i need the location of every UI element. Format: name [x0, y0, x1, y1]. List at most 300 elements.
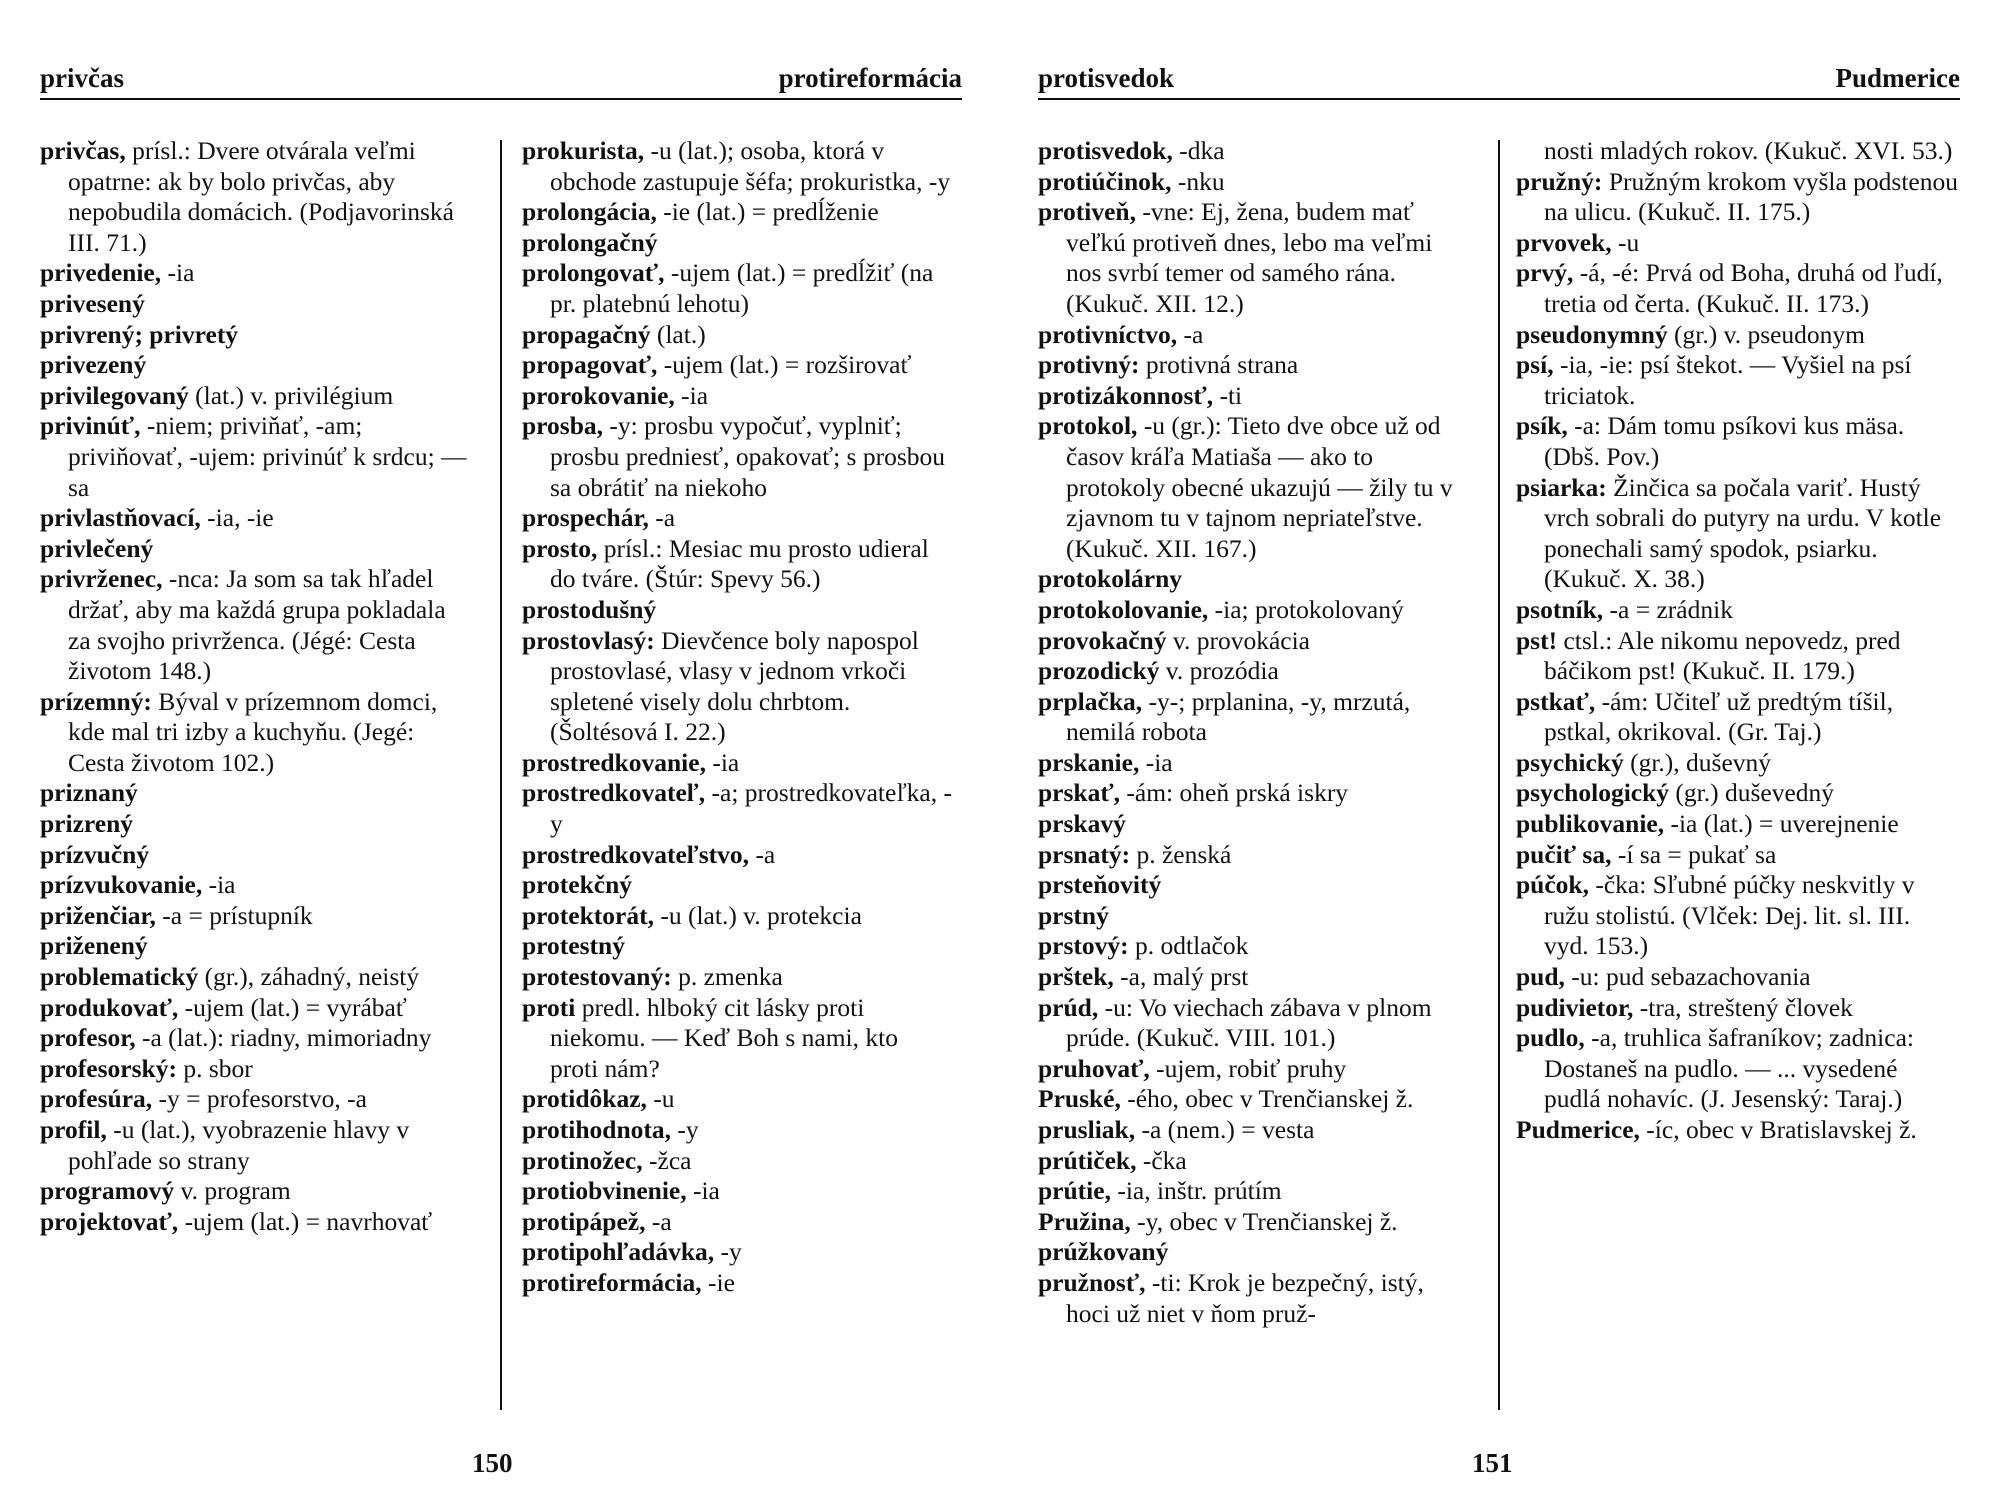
- entry-definition: -ia; protokolovaný: [1208, 594, 1404, 624]
- entry-headword: protivný:: [1038, 350, 1140, 380]
- dictionary-entry: [40, 503, 470, 534]
- entry-headword: prokurista,: [522, 136, 645, 165]
- entry-definition: -y, obec v Trenčianskej ž.: [1130, 1206, 1398, 1236]
- entry-definition: -ia: [161, 258, 195, 288]
- entry-definition: -ia (lat.) = uverejnenie: [1664, 809, 1899, 839]
- dictionary-entry: [522, 778, 952, 839]
- dictionary-entry: [1038, 1237, 1468, 1268]
- entry-headword: prozodický: [1038, 656, 1160, 686]
- dictionary-entry: [522, 1207, 952, 1238]
- entry-headword: protireformácia,: [522, 1267, 702, 1297]
- entry-definition: -ie (lat.) = predĺženie: [656, 197, 879, 227]
- entry-headword: prolongácia,: [522, 197, 657, 227]
- entry-headword: propagačný: [522, 319, 651, 349]
- entry-headword: prútiček,: [1038, 1145, 1137, 1175]
- entry-headword: protokolovanie,: [1038, 594, 1209, 624]
- dictionary-entry: [522, 228, 952, 259]
- dictionary-entry: [1516, 626, 1960, 687]
- entry-definition: -y = profesorstvo, -a: [152, 1084, 367, 1114]
- dictionary-entry: [522, 136, 952, 197]
- entry-headword: pstkať,: [1516, 686, 1596, 716]
- entry-headword: protektorát,: [522, 900, 654, 930]
- page-number: 150: [472, 1448, 513, 1478]
- entry-headword: protiúčinok,: [1038, 166, 1172, 196]
- entry-headword: prosto,: [522, 533, 598, 563]
- entry-headword: propagovať,: [522, 350, 658, 380]
- header-left-word: privčas: [40, 63, 124, 93]
- dictionary-entry: [1038, 809, 1468, 840]
- dictionary-entry: [40, 1054, 470, 1085]
- entry-headword: privlastňovací,: [40, 503, 201, 533]
- dictionary-entry: [1516, 411, 1960, 472]
- entry-definition: -u (lat.) v. protekcia: [653, 900, 862, 930]
- entry-headword: púčok,: [1516, 870, 1589, 900]
- dictionary-entry: [40, 411, 470, 503]
- dictionary-entry: [522, 1176, 952, 1207]
- entry-definition: -a = zrádnik: [1603, 594, 1733, 624]
- column-1: [40, 136, 470, 1237]
- dictionary-entry: [40, 1207, 470, 1238]
- dictionary-entry: [1516, 228, 1960, 259]
- dictionary-entry: [40, 778, 470, 809]
- entry-headword: prizrený: [40, 809, 134, 839]
- dictionary-entry: [1038, 962, 1468, 993]
- entry-headword: provokačný: [1038, 625, 1167, 655]
- entry-definition: -žca: [642, 1145, 692, 1175]
- entry-headword: prskanie,: [1038, 747, 1140, 777]
- entry-headword: protihodnota,: [522, 1115, 672, 1144]
- entry-headword: priženčiar,: [40, 900, 156, 930]
- entry-headword: programový: [40, 1176, 175, 1206]
- entry-definition: -nku: [1171, 166, 1225, 196]
- dictionary-entry: [1516, 778, 1960, 809]
- entry-definition: v. prozódia: [1159, 656, 1279, 686]
- dictionary-entry: [1038, 1054, 1468, 1085]
- entry-definition: (gr.) v. pseudonym: [1667, 319, 1866, 349]
- dictionary-entry: [522, 840, 952, 871]
- entry-headword: prvovek,: [1516, 227, 1612, 257]
- entry-headword: privrženec,: [40, 564, 163, 594]
- entry-definition: -čka: Sľubné púčky neskvitly v ružu stolistú. (Vlček: Dej. lit. sl. III. vyd. 153.): [1544, 870, 1915, 961]
- dictionary-entry: [522, 1237, 952, 1268]
- entry-definition: p. zmenka: [671, 962, 783, 992]
- entry-definition: -u (lat.); osoba, ktorá v obchode zastupuje šéfa; prokuristka, -y: [550, 136, 951, 196]
- entry-headword: privinúť,: [40, 411, 141, 441]
- header-right-word: Pudmerice: [1835, 63, 1960, 93]
- dictionary-entry: [522, 901, 952, 932]
- entry-headword: Pruské,: [1038, 1084, 1121, 1114]
- entry-definition: -ie: [701, 1267, 735, 1297]
- dictionary-entry: [1038, 626, 1468, 657]
- page-number: 151: [1472, 1448, 1513, 1478]
- entry-definition: (gr.), duševný: [1623, 747, 1772, 777]
- entry-headword: psík,: [1516, 411, 1568, 441]
- dictionary-entry: [522, 534, 952, 595]
- entry-definition: -ám: Učiteľ už predtým tíšil, pstkal, okrikoval. (Gr. Taj.): [1544, 686, 1894, 747]
- entry-headword: profil,: [40, 1115, 107, 1144]
- entry-headword: prostodušný: [522, 594, 657, 624]
- entry-definition: v. provokácia: [1166, 625, 1310, 655]
- entry-definition: -ti: Krok je bezpečný, istý, hoci už niet v ňom pruž-: [1066, 1267, 1424, 1328]
- dictionary-entry: [40, 258, 470, 289]
- dictionary-entry: [1516, 748, 1960, 779]
- dictionary-entry: [1516, 320, 1960, 351]
- dictionary-entry: [40, 809, 470, 840]
- entry-definition: -íc, obec v Bratislavskej ž.: [1639, 1115, 1917, 1144]
- entry-definition: -u (lat.), vyobrazenie hlavy v pohľade so strany: [68, 1115, 410, 1175]
- dictionary-entry: [1038, 320, 1468, 351]
- entry-headword: Pudmerice,: [1516, 1115, 1640, 1144]
- entry-headword: prplačka,: [1038, 686, 1143, 716]
- dictionary-entry: [1038, 931, 1468, 962]
- dictionary-entry: [40, 564, 470, 686]
- dictionary-entry: [40, 350, 470, 381]
- dictionary-entry: [40, 534, 470, 565]
- entry-definition: Žinčica sa počala variť. Hustý vrch sobrali do putyry na urdu. V kotle ponechali samý spodok, psiarku. (Kukuč. X. 38.): [1544, 472, 1942, 594]
- entry-definition: v. program: [174, 1176, 291, 1206]
- entry-headword: prostovlasý:: [522, 625, 655, 655]
- entry-headword: prízemný:: [40, 686, 152, 716]
- entry-definition: -a: [648, 503, 676, 533]
- column-1: [1038, 136, 1468, 1329]
- dictionary-entry: [1038, 1084, 1468, 1115]
- running-header: [1038, 58, 1960, 100]
- entry-definition: Pružným krokom vyšla podstenou na ulicu. (Kukuč. II. 175.): [1544, 166, 1958, 227]
- entry-headword: priznaný: [40, 778, 138, 808]
- dictionary-entry: [522, 197, 952, 228]
- dictionary-entry: [522, 1115, 952, 1146]
- entry-headword: psí,: [1516, 350, 1554, 380]
- entry-definition: -y: [714, 1237, 742, 1267]
- dictionary-entry: [1516, 809, 1960, 840]
- dictionary-entry: [40, 1176, 470, 1207]
- entry-definition: -a: [749, 839, 776, 869]
- entry-definition: -ám: oheň prská iskry: [1120, 778, 1349, 808]
- entry-headword: psychický: [1516, 747, 1624, 777]
- entry-definition: (gr.) duševedný: [1669, 778, 1835, 808]
- entry-headword: pst!: [1516, 625, 1558, 655]
- entry-headword: profesorský:: [40, 1053, 177, 1083]
- entry-definition: -ujem (lat.) = navrhovať: [178, 1206, 433, 1236]
- entry-definition: -ia: [686, 1176, 720, 1206]
- entry-definition: -ujem (lat.) = predĺžiť (na pr. platebnú lehotu): [550, 258, 934, 318]
- running-header: [40, 58, 962, 100]
- entry-headword: prostredkovateľ,: [522, 778, 706, 808]
- entry-headword: protokol,: [1038, 411, 1138, 441]
- dictionary-entry: [1038, 901, 1468, 932]
- entry-definition: -y: [671, 1115, 699, 1144]
- entry-headword: produkovať,: [40, 992, 179, 1022]
- dictionary-entry: [1038, 595, 1468, 626]
- entry-headword: protestovaný:: [522, 962, 672, 992]
- dictionary-entry: [40, 136, 470, 258]
- entry-definition: -u: [646, 1084, 675, 1114]
- entry-definition: predl. hlboký cit lásky proti niekomu. — Keď Boh s nami, kto proti nám?: [550, 992, 898, 1083]
- entry-definition: -u (gr.): Tieto dve obce už od časov kráľa Matiaša — ako to protokoly obecné ukazujú — žily tu v zjavnom tu v tajnom nepriateľstve. (Kukuč. XII. 167.): [1066, 411, 1453, 563]
- dictionary-entry: [1038, 840, 1468, 871]
- dictionary-entry: [40, 320, 470, 351]
- dictionary-entry: [1038, 381, 1468, 412]
- entry-headword: privedenie,: [40, 258, 162, 288]
- dictionary-entry: [40, 931, 470, 962]
- dictionary-entry: [1038, 778, 1468, 809]
- dictionary-entry: [1516, 167, 1960, 228]
- entry-headword: protinožec,: [522, 1145, 643, 1175]
- entry-definition: -ia, -ie: psí štekot. — Vyšiel na psí triciatok.: [1544, 350, 1912, 410]
- entry-definition: -ujem (lat.) = rozširovať: [657, 350, 912, 380]
- dictionary-entry: [40, 289, 470, 320]
- entry-headword: prútie,: [1038, 1176, 1111, 1206]
- dictionary-entry: [1038, 1115, 1468, 1146]
- entry-headword: psiarka:: [1516, 472, 1607, 502]
- right-page: [998, 0, 1996, 1500]
- entry-definition: -y: prosbu vypočuť, vyplniť; prosbu predniesť, opakovať; s prosbou sa obrátiť na niekoho: [550, 411, 946, 502]
- dictionary-entry: [522, 320, 952, 351]
- dictionary-entry: [1516, 595, 1960, 626]
- dictionary-entry: [522, 1084, 952, 1115]
- entry-headword: prolongovať,: [522, 258, 665, 288]
- entry-headword: privezený: [40, 350, 147, 380]
- entry-headword: psotník,: [1516, 594, 1604, 624]
- entry-headword: protipohľadávka,: [522, 1237, 715, 1267]
- entry-headword: prusliak,: [1038, 1115, 1136, 1144]
- entry-headword: profesor,: [40, 1023, 136, 1053]
- entry-headword: proti: [522, 992, 576, 1022]
- dictionary-entry: [1038, 656, 1468, 687]
- dictionary-entry: [522, 350, 952, 381]
- entry-definition: -a (nem.) = vesta: [1135, 1115, 1315, 1144]
- entry-definition: -ujem (lat.) = vyrábať: [178, 992, 407, 1022]
- entry-headword: pseudonymný: [1516, 319, 1668, 349]
- dictionary-entry: [1038, 1268, 1468, 1329]
- entry-definition: -á, -é: Prvá od Boha, druhá od ľudí, tretia od čerta. (Kukuč. II. 173.): [1544, 258, 1943, 318]
- entry-headword: prstný: [1038, 900, 1109, 930]
- entry-headword: privčas,: [40, 136, 126, 165]
- entry-headword: prospechár,: [522, 503, 649, 533]
- entry-headword: priženený: [40, 931, 148, 961]
- dictionary-entry: [1516, 1115, 1960, 1146]
- dictionary-entry: [522, 962, 952, 993]
- dictionary-entry: [522, 931, 952, 962]
- dictionary-entry: [40, 962, 470, 993]
- entry-headword: profesúra,: [40, 1084, 153, 1114]
- dictionary-entry: [1038, 1146, 1468, 1177]
- dictionary-entry: [1516, 350, 1960, 411]
- column-divider: [1498, 140, 1500, 1410]
- entry-headword: pruhovať,: [1038, 1053, 1150, 1083]
- entry-definition: -ia: [202, 870, 236, 900]
- entry-headword: prúd,: [1038, 992, 1099, 1022]
- entry-definition: p. odtlačok: [1128, 931, 1249, 961]
- dictionary-entry: [1038, 167, 1468, 198]
- dictionary-entry: [1516, 473, 1960, 595]
- entry-definition: -ia: [674, 380, 709, 410]
- dictionary-entry: [1038, 687, 1468, 748]
- entry-headword: Pružina,: [1038, 1206, 1131, 1236]
- entry-headword: protivníctvo,: [1038, 319, 1178, 349]
- dictionary-entry: [40, 993, 470, 1024]
- dictionary-entry: [522, 258, 952, 319]
- entry-definition: (lat.) v. privilégium: [188, 380, 394, 410]
- column-2: [1516, 136, 1960, 1146]
- entry-headword: prsnatý:: [1038, 839, 1131, 869]
- entry-definition: -a: Dám tomu psíkovi kus mäsa. (Dbš. Pov.): [1544, 411, 1905, 471]
- entry-definition: -ia, -ie: [200, 503, 274, 533]
- entry-definition: prísl.: Mesiac mu prosto udieral do tváre. (Štúr: Spevy 56.): [550, 533, 929, 594]
- entry-definition: -a = prístupník: [155, 900, 313, 930]
- dictionary-entry: [40, 381, 470, 412]
- dictionary-entry: [40, 870, 470, 901]
- dictionary-entry: [1516, 993, 1960, 1024]
- dictionary-entry: [1038, 136, 1468, 167]
- entry-headword: prsteňovitý: [1038, 870, 1162, 900]
- entry-definition: -u: [1611, 227, 1640, 257]
- entry-headword: prízvukovanie,: [40, 870, 203, 900]
- entry-definition: Dievčence boly napospol prostovlasé, vlasy v jednom vrkoči spletené visely dolu chrbtom. (Šoltésová I. 22.): [550, 625, 919, 747]
- entry-headword: protizákonnosť,: [1038, 380, 1214, 410]
- entry-headword: protiveň,: [1038, 197, 1136, 227]
- dictionary-entry: [522, 595, 952, 626]
- dictionary-entry: [522, 411, 952, 503]
- entry-definition: -y-; prplanina, -y, mrzutá, nemilá robota: [1066, 686, 1411, 747]
- entry-definition: -a (lat.): riadny, mimoriadny: [135, 1023, 432, 1053]
- entry-headword: protestný: [522, 931, 625, 961]
- header-left-word: protisvedok: [1038, 63, 1175, 93]
- entry-headword: publikovanie,: [1516, 809, 1665, 839]
- entry-definition: -a, malý prst: [1113, 962, 1249, 992]
- dictionary-entry: [522, 1268, 952, 1299]
- dictionary-entry: [1516, 687, 1960, 748]
- entry-definition: prísl.: Dvere otvárala veľmi opatrne: ak by bolo privčas, aby nepobudila domácich. (Podjavorinská III. 71.): [68, 136, 454, 257]
- dictionary-entry: [1038, 411, 1468, 564]
- entry-definition: Býval v prízemnom domci, kde mal tri izby a kuchyňu. (Jegé: Cesta životom 102.): [68, 686, 438, 777]
- dictionary-entry: [1516, 870, 1960, 962]
- column-2: [522, 136, 952, 1299]
- entry-headword: pudlo,: [1516, 1023, 1585, 1053]
- entry-definition: -čka: [1136, 1145, 1187, 1175]
- entry-headword: psychologický: [1516, 778, 1670, 808]
- entry-headword: privlečený: [40, 533, 154, 563]
- dictionary-entry: [522, 1146, 952, 1177]
- entry-headword: prskavý: [1038, 809, 1126, 839]
- entry-definition: -ujem, robiť pruhy: [1149, 1053, 1347, 1083]
- dictionary-entry: [1516, 1023, 1960, 1115]
- entry-headword: projektovať,: [40, 1206, 179, 1236]
- entry-definition: -u: Vo viechach zábava v plnom prúde. (Kukuč. VIII. 101.): [1066, 992, 1432, 1053]
- dictionary-entry: [522, 381, 952, 412]
- header-right-word: protireformácia: [778, 63, 962, 93]
- entry-definition: -ia: [1139, 747, 1173, 777]
- entry-definition: -ia, inštr. prútím: [1110, 1176, 1282, 1206]
- dictionary-entry: [522, 748, 952, 779]
- entry-headword: prskať,: [1038, 778, 1121, 808]
- entry-definition: -ia: [705, 747, 740, 777]
- dictionary-entry: [1038, 993, 1468, 1054]
- entry-definition: -vne: Ej, žena, budem mať veľkú protiveň dnes, lebo ma veľmi nos svrbí temer od samého rána. (Kukuč. XII. 12.): [1066, 197, 1433, 318]
- dictionary-entry: [40, 840, 470, 871]
- dictionary-entry: [1038, 1176, 1468, 1207]
- entry-headword: protisvedok,: [1038, 136, 1173, 165]
- entry-headword: prízvučný: [40, 839, 150, 869]
- entry-headword: pudivietor,: [1516, 992, 1634, 1022]
- entry-definition: -a: [1177, 319, 1204, 349]
- entry-headword: protiobvinenie,: [522, 1176, 687, 1206]
- entry-headword: privesený: [40, 288, 145, 318]
- entry-headword: problematický: [40, 962, 199, 992]
- entry-definition: -ého, obec v Trenčianskej ž.: [1120, 1084, 1414, 1114]
- dictionary-entry: [1038, 748, 1468, 779]
- entry-headword: prostredkovateľstvo,: [522, 839, 750, 869]
- dictionary-entry: [1516, 136, 1960, 167]
- entry-definition: (gr.), záhadný, neistý: [198, 962, 420, 992]
- entry-definition: p. sbor: [176, 1053, 253, 1083]
- entry-headword: pučiť sa,: [1516, 839, 1612, 869]
- entry-definition: p. ženská: [1130, 839, 1232, 869]
- dictionary-entry: [1038, 1207, 1468, 1238]
- entry-headword: pud,: [1516, 962, 1565, 992]
- dictionary-entry: [40, 901, 470, 932]
- entry-headword: prštek,: [1038, 962, 1114, 992]
- entry-headword: protokolárny: [1038, 564, 1183, 594]
- entry-headword: pružný:: [1516, 166, 1603, 196]
- dictionary-entry: [1516, 962, 1960, 993]
- dictionary-entry: [40, 687, 470, 779]
- entry-headword: prorokovanie,: [522, 380, 675, 410]
- dictionary-entry: [1516, 840, 1960, 871]
- entry-definition: -niem; priviňať, -am; priviňovať, -ujem: privinúť k srdcu; — sa: [68, 411, 467, 502]
- entry-headword: prostredkovanie,: [522, 747, 706, 777]
- entry-headword: prvý,: [1516, 258, 1574, 288]
- entry-headword: prúžkovaný: [1038, 1237, 1169, 1267]
- entry-headword: privilegovaný: [40, 380, 189, 410]
- entry-headword: protipápež,: [522, 1206, 646, 1236]
- column-divider: [500, 140, 502, 1410]
- entry-definition: (lat.): [650, 319, 706, 349]
- dictionary-entry: [1038, 350, 1468, 381]
- entry-headword: prstový:: [1038, 931, 1129, 961]
- dictionary-entry: [1038, 564, 1468, 595]
- dictionary-entry: [1038, 197, 1468, 319]
- dictionary-entry: [40, 1115, 470, 1176]
- entry-definition: -nca: Ja som sa tak hľadel držať, aby ma každá grupa pokladala za svojho privrženca. (Jégé: Cesta životom 148.): [68, 564, 446, 686]
- entry-definition: -tra, streštený človek: [1633, 992, 1853, 1022]
- dictionary-entry: [522, 626, 952, 748]
- dictionary-entry: [522, 870, 952, 901]
- dictionary-entry: [40, 1023, 470, 1054]
- entry-headword: pružnosť,: [1038, 1267, 1146, 1297]
- entry-definition: -a, truhlica šafraníkov; zadnica: Dostaneš na pudlo. — ... vysedené pudlá nohavíc. (J. Jesenský: Taraj.): [1544, 1023, 1914, 1114]
- entry-headword: prolongačný: [522, 227, 658, 257]
- dictionary-entry: [1038, 870, 1468, 901]
- entry-headword: privrený; privretý: [40, 319, 239, 349]
- entry-definition: protivná strana: [1139, 350, 1299, 380]
- entry-headword: protekčný: [522, 870, 633, 900]
- entry-headword: prosba,: [522, 411, 604, 441]
- entry-definition: -a: [645, 1206, 672, 1236]
- dictionary-entry: [522, 503, 952, 534]
- entry-headword: protidôkaz,: [522, 1084, 647, 1114]
- entry-definition: -u: pud sebazachovania: [1564, 962, 1811, 992]
- entry-definition: -a; prostredkovateľka, -y: [550, 778, 952, 839]
- entry-definition: -í sa = pukať sa: [1611, 839, 1777, 869]
- dictionary-entry: [522, 993, 952, 1085]
- entry-definition: -dka: [1172, 136, 1225, 165]
- entry-definition: -ti: [1213, 380, 1243, 410]
- entry-definition: ctsl.: Ale nikomu nepovedz, pred báčikom pst! (Kukuč. II. 179.): [1544, 625, 1901, 686]
- dictionary-entry: [1516, 258, 1960, 319]
- dictionary-entry: [40, 1084, 470, 1115]
- entry-definition: nosti mladých rokov. (Kukuč. XVI. 53.): [1544, 136, 1953, 165]
